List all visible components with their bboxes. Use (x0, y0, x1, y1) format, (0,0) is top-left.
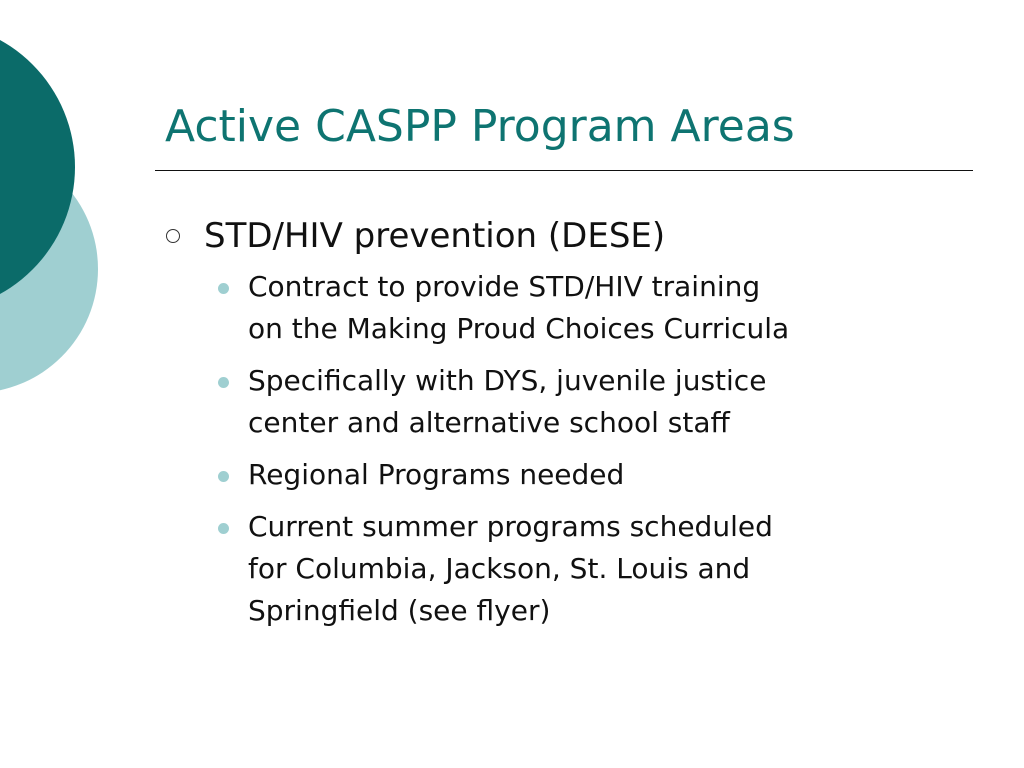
sub-bullet-line: Regional Programs needed (248, 458, 625, 491)
sub-bullet-line: for Columbia, Jackson, St. Louis and (248, 552, 751, 585)
bullet-item (160, 210, 980, 262)
sub-bullet-line: center and alternative school staff (248, 406, 730, 439)
sub-bullet-line: Springfield (see flyer) (248, 594, 551, 627)
title-divider (155, 170, 973, 171)
sub-bullet-line: Specifically with DYS, juvenile justice (248, 364, 767, 397)
sub-bullet-text (248, 506, 980, 632)
slide-content (160, 210, 980, 642)
dot-bullet-icon (218, 523, 229, 534)
sub-bullet-line: Contract to provide STD/HIV training (248, 270, 761, 303)
slide-title: Active CASPP Program Areas (165, 101, 795, 152)
bullet-text: STD/HIV prevention (DESE) (204, 216, 666, 256)
sub-bullet-item (160, 454, 980, 496)
sub-bullet-text (248, 266, 980, 350)
dot-bullet-icon (218, 377, 229, 388)
sub-bullet-line: on the Making Proud Choices Curricula (248, 312, 790, 345)
sub-bullet-text (248, 454, 980, 496)
sub-bullet-item (160, 360, 980, 444)
sub-bullet-item (160, 266, 980, 350)
sub-bullet-text (248, 360, 980, 444)
dot-bullet-icon (218, 283, 229, 294)
hollow-circle-bullet-icon (166, 229, 180, 243)
dot-bullet-icon (218, 471, 229, 482)
sub-bullet-line: Current summer programs scheduled (248, 510, 773, 543)
sub-bullet-item (160, 506, 980, 632)
sub-bullet-list (160, 266, 980, 632)
